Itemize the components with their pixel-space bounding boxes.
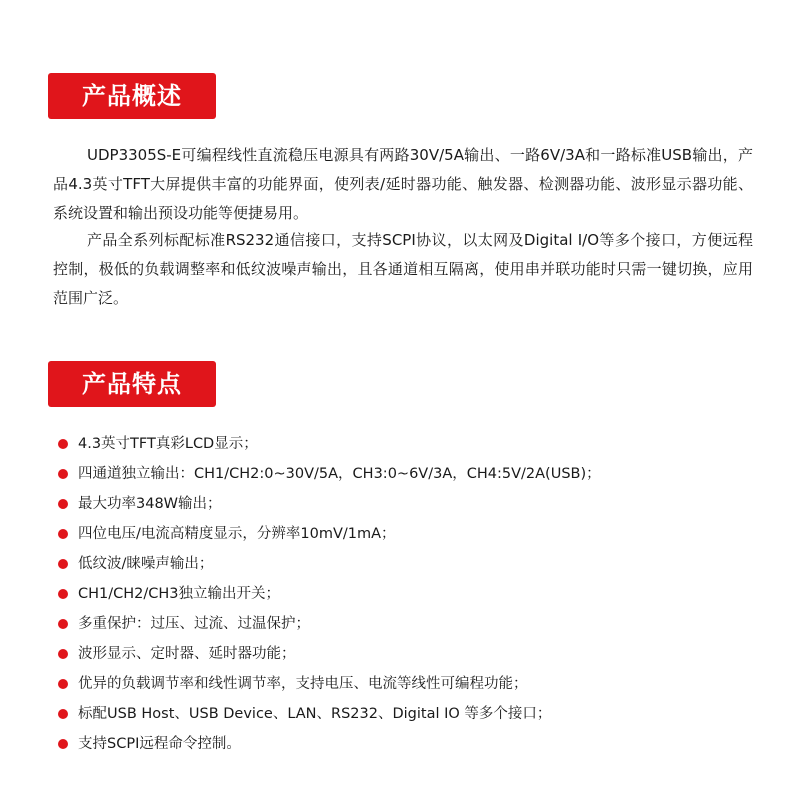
bullet-dot-icon — [58, 709, 68, 719]
feature-item — [58, 459, 601, 489]
bullet-dot-icon — [58, 589, 68, 599]
feature-text: 低纹波/睐噪声输出； — [78, 556, 214, 572]
feature-text: 优异的负载调节率和线性调节率，支持电压、电流等线性可编程功能； — [78, 676, 528, 692]
feature-item — [58, 549, 601, 579]
feature-text: 四通道独立输出：CH1/CH2:0~30V/5A，CH3:0~6V/3A，CH4:5V/2A(USB)； — [78, 466, 601, 482]
bullet-dot-icon — [58, 499, 68, 509]
bullet-dot-icon — [58, 529, 68, 539]
feature-text: 4.3英寸TFT真彩LCD显示； — [78, 436, 258, 452]
feature-text: 多重保护：过压、过流、过温保护； — [78, 616, 310, 632]
section-header-overview: 产品概述 — [48, 73, 216, 119]
overview-paragraph-1: UDP3305S-E可编程线性直流稳压电源具有两路30V/5A输出、一路6V/3A和一路标准USB输出，产品4.3英寸TFT大屏提供丰富的功能界面，使列表/延时器功能、触发器、检测器功能、波形显示器功能、系统设置和输出预设功能等便捷易用。 — [53, 146, 753, 222]
feature-text: 标配USB Host、USB Device、LAN、RS232、Digital IO 等多个接口； — [78, 706, 552, 722]
feature-text: 支持SCPI远程命令控制。 — [78, 736, 241, 752]
feature-item — [58, 639, 601, 669]
bullet-dot-icon — [58, 619, 68, 629]
bullet-dot-icon — [58, 649, 68, 659]
feature-item — [58, 519, 601, 549]
feature-item — [58, 489, 601, 519]
bullet-dot-icon — [58, 679, 68, 689]
overview-paragraph-2: 产品全系列标配标准RS232通信接口，支持SCPI协议，以太网及Digital I/O等多个接口，方便远程控制，极低的负载调整率和低纹波噪声输出，且各通道相互隔离，使用串并联功能时只需一键切换，应用范围广泛。 — [53, 231, 753, 307]
feature-item — [58, 669, 601, 699]
feature-text: 波形显示、定时器、延时器功能； — [78, 646, 296, 662]
bullet-dot-icon — [58, 469, 68, 479]
feature-text: 最大功率348W输出； — [78, 496, 222, 512]
bullet-dot-icon — [58, 739, 68, 749]
feature-item — [58, 429, 601, 459]
feature-item — [58, 609, 601, 639]
feature-item — [58, 699, 601, 729]
feature-item — [58, 579, 601, 609]
bullet-dot-icon — [58, 559, 68, 569]
feature-text: CH1/CH2/CH3独立输出开关； — [78, 586, 281, 602]
bullet-dot-icon — [58, 439, 68, 449]
feature-list — [58, 429, 601, 759]
feature-text: 四位电压/电流高精度显示，分辨率10mV/1mA； — [78, 526, 396, 542]
feature-item — [58, 729, 601, 759]
section-header-features: 产品特点 — [48, 361, 216, 407]
